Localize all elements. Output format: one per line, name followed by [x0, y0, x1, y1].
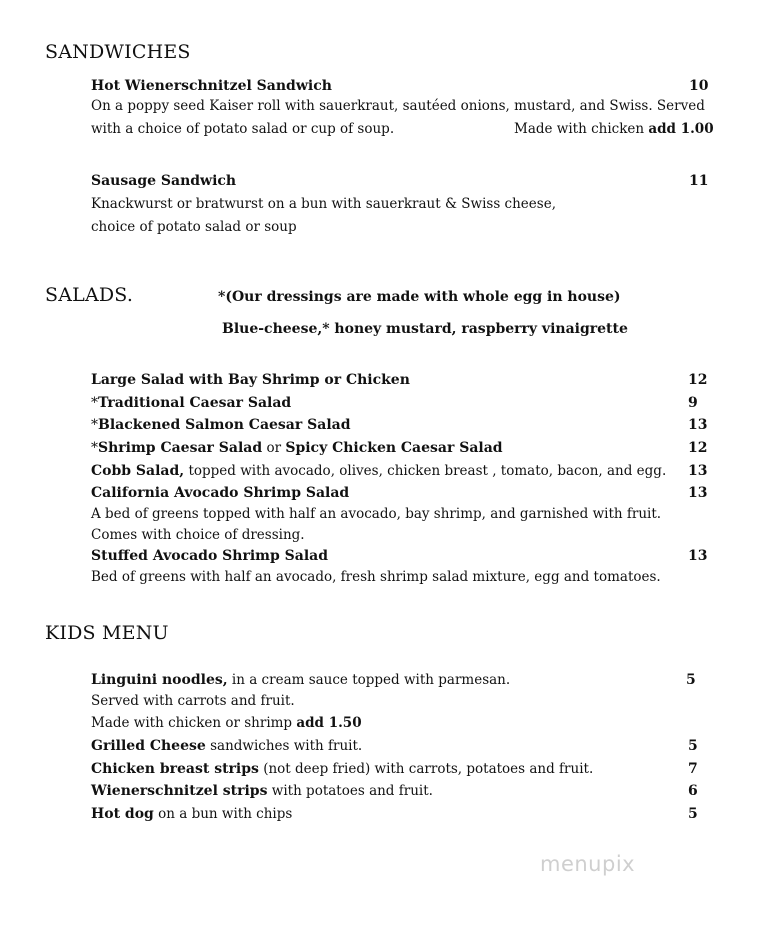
section-title-sandwiches: SANDWICHES	[45, 41, 191, 63]
price-stuffed-avocado-shrimp: 13	[688, 548, 708, 564]
salads-dressing-note: *(Our dressings are made with whole egg in house)	[218, 289, 621, 305]
desc-hot-wienerschnitzel-line2: with a choice of potato salad or cup of soup.	[91, 121, 395, 137]
item-name: Wienerschnitzel strips	[91, 783, 268, 799]
star-marker: *	[91, 417, 98, 433]
menupix-watermark: menupix	[540, 852, 636, 876]
item-name: Grilled Cheese	[91, 738, 206, 754]
price-chicken-breast-strips: 7	[688, 761, 698, 777]
desc-hot-wienerschnitzel-line1: On a poppy seed Kaiser roll with sauerkraut, sautéed onions, mustard, and Swiss. Served	[91, 98, 705, 114]
desc-stuffed-line1: Bed of greens with half an avocado, fresh shrimp salad mixture, egg and tomatoes.	[91, 569, 661, 585]
item-name: Hot dog	[91, 806, 154, 822]
item-desc: topped with avocado, olives, chicken breast , tomato, bacon, and egg.	[184, 463, 667, 479]
salads-dressing-list: Blue-cheese,* honey mustard, raspberry vinaigrette	[222, 321, 628, 337]
item-name: Linguini noodles,	[91, 672, 228, 688]
item-blackened-salmon-caesar	[91, 416, 351, 434]
item-or: or	[262, 440, 286, 456]
star-marker: *	[91, 440, 98, 456]
item-name-b: Spicy Chicken Caesar Salad	[285, 440, 503, 456]
star-marker: *	[91, 395, 98, 411]
item-california-avocado-shrimp: California Avocado Shrimp Salad	[91, 485, 350, 501]
option-made-with-chicken	[514, 120, 714, 138]
item-desc: sandwiches with fruit.	[205, 738, 363, 754]
price-grilled-cheese: 5	[688, 738, 698, 754]
item-hot-wienerschnitzel-sandwich: Hot Wienerschnitzel Sandwich	[91, 78, 332, 94]
item-name: Blackened Salmon Caesar Salad	[98, 417, 351, 433]
item-desc: on a bun with chips	[153, 806, 293, 822]
item-traditional-caesar	[91, 394, 291, 412]
price-hot-dog: 5	[688, 806, 698, 822]
section-title-salads: SALADS.	[45, 284, 134, 306]
option-price: add 1.50	[296, 715, 362, 731]
desc-sausage-line2: choice of potato salad or soup	[91, 219, 297, 235]
item-grilled-cheese	[91, 737, 362, 755]
item-desc: in a cream sauce topped with parmesan.	[227, 672, 511, 688]
desc-linguini-line2: Served with carrots and fruit.	[91, 693, 295, 709]
price-shrimp-caesar: 12	[688, 440, 708, 456]
item-name: Traditional Caesar Salad	[98, 395, 292, 411]
item-shrimp-caesar	[91, 439, 503, 457]
option-text: Made with chicken	[514, 121, 645, 137]
item-large-salad: Large Salad with Bay Shrimp or Chicken	[91, 372, 410, 388]
option-linguini	[91, 714, 362, 732]
item-name: Chicken breast strips	[91, 761, 259, 777]
item-stuffed-avocado-shrimp: Stuffed Avocado Shrimp Salad	[91, 548, 329, 564]
section-title-kids-menu: KIDS MENU	[45, 622, 169, 644]
price-wienerschnitzel-strips: 6	[688, 783, 698, 799]
item-desc: (not deep fried) with carrots, potatoes and fruit.	[258, 761, 594, 777]
item-chicken-breast-strips	[91, 760, 593, 778]
price-blackened-salmon-caesar: 13	[688, 417, 708, 433]
desc-california-line1: A bed of greens topped with half an avocado, bay shrimp, and garnished with fruit.	[91, 506, 662, 522]
price-sausage-sandwich: 11	[689, 173, 709, 189]
item-cobb-salad	[91, 462, 666, 480]
price-california-avocado-shrimp: 13	[688, 485, 708, 501]
option-text: Made with chicken or shrimp	[91, 715, 297, 731]
item-desc: with potatoes and fruit.	[267, 783, 433, 799]
item-hot-dog	[91, 805, 292, 823]
item-wienerschnitzel-strips	[91, 782, 433, 800]
price-cobb-salad: 13	[688, 463, 708, 479]
price-linguini-noodles: 5	[686, 672, 696, 688]
item-linguini-noodles	[91, 671, 510, 689]
item-sausage-sandwich: Sausage Sandwich	[91, 173, 237, 189]
price-large-salad: 12	[688, 372, 708, 388]
price-hot-wienerschnitzel-sandwich: 10	[689, 78, 709, 94]
desc-sausage-line1: Knackwurst or bratwurst on a bun with sauerkraut & Swiss cheese,	[91, 196, 556, 212]
desc-california-line2: Comes with choice of dressing.	[91, 527, 305, 543]
option-price: add 1.00	[648, 121, 714, 137]
item-name-a: Shrimp Caesar Salad	[98, 440, 263, 456]
price-traditional-caesar: 9	[688, 395, 698, 411]
item-name: Cobb Salad,	[91, 463, 185, 479]
